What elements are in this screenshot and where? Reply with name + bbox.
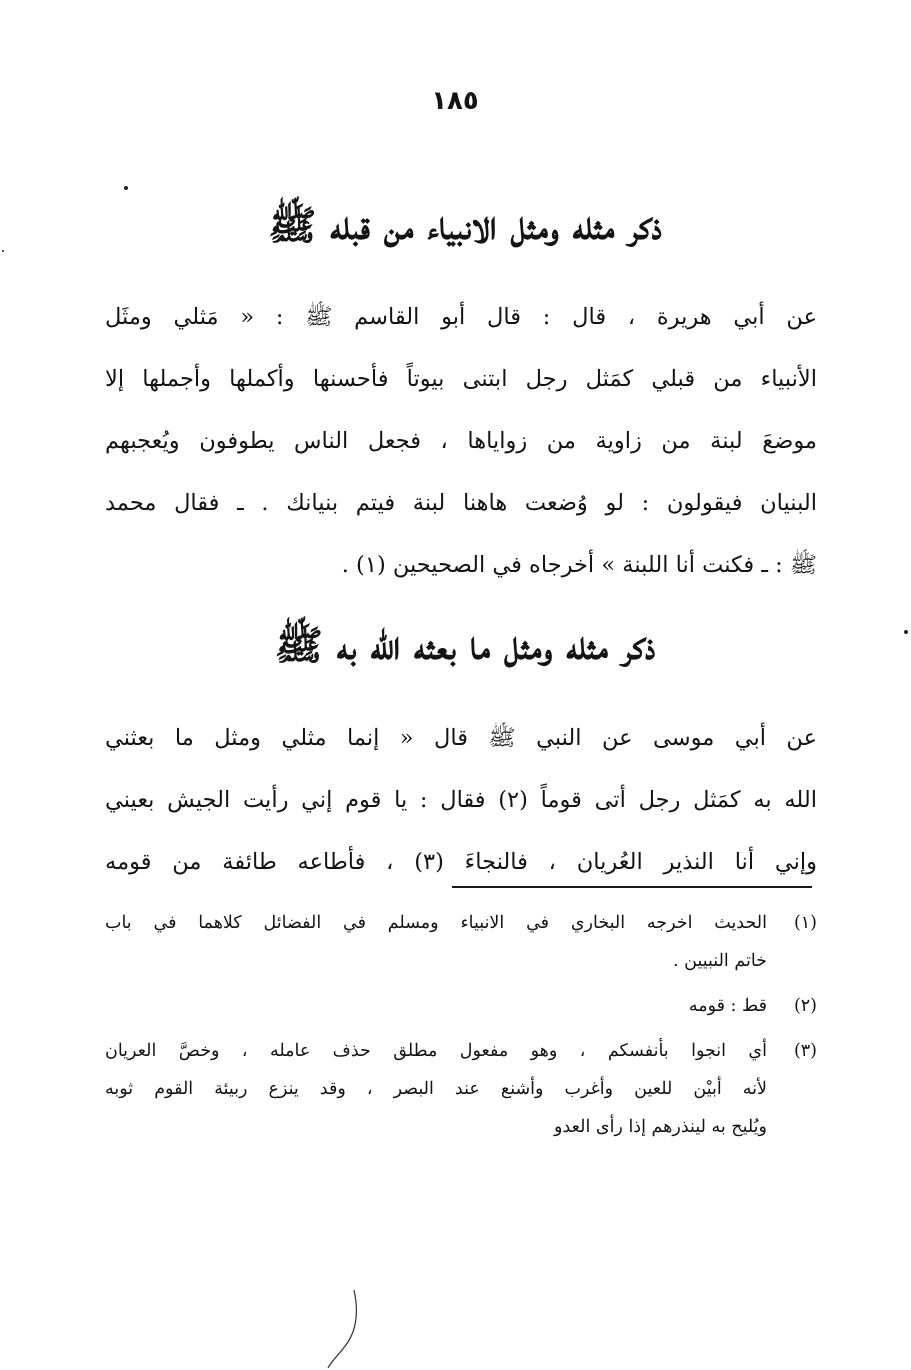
footnote-line: أي انجوا بأنفسكم ، وهو مفعول مطلق حذف عامله ، وخصَّ العريان — [105, 1041, 767, 1061]
paragraph-line: عن أبي موسى عن النبي ﷺ قال « إنما مثلي ومثل ما بعثني — [105, 725, 817, 751]
footnote-line: ويُليح به لينذرهم إذا رأى العدو — [554, 1117, 767, 1137]
footnote-number: (٣) — [793, 1041, 817, 1061]
section-2-paragraph — [105, 707, 817, 893]
footnote-number: (٢) — [793, 996, 817, 1016]
page-number: ١٨٥ — [431, 86, 479, 116]
scan-speck — [2, 250, 4, 252]
scan-speck — [124, 186, 128, 190]
footnote-line: خاتم النبيين . — [673, 951, 767, 971]
footnote-1 — [105, 904, 817, 980]
footnote-text — [105, 987, 767, 1025]
footnote-text — [105, 1032, 767, 1146]
footnote-line: قط : قومه — [688, 996, 767, 1016]
footnote-line: الحديث اخرجه البخاري في الانبياء ومسلم في الفضائل كلاهما في باب — [105, 913, 767, 933]
footnote-3 — [105, 1032, 817, 1146]
paragraph-line: الله به كمَثل رجل أتى قوماً (٢) فقال : يا قوم إني رأيت الجيش بعيني — [105, 787, 817, 813]
section-1-paragraph — [105, 286, 817, 596]
scan-speck — [904, 630, 908, 634]
footnotes — [105, 904, 817, 1153]
paragraph-line: موضعَ لبنة من زاوية من زواياها ، فجعل الناس يطوفون ويُعجبهم — [105, 428, 817, 454]
paragraph-line: عن أبي هريرة ، قال : قال أبو القاسم ﷺ : « مَثلي ومثَل — [105, 304, 817, 330]
scan-mark — [318, 1290, 378, 1370]
paragraph-line: وإني أنا النذير العُريان ، فالنجاءَ (٣) ، فأطاعه طائفة من قومه — [105, 849, 817, 875]
section-heading-2: ذكر مثله ومثل ما بعثه الله به ﷺ — [274, 622, 656, 669]
section-heading-1: ذكر مثله ومثل الانبياء من قبله ﷺ — [268, 202, 662, 249]
footnote-line: لأنه أبيْن للعين وأغرب وأشنع عند البصر ، وقد ينزع ربيئة القوم ثوبه — [105, 1079, 767, 1099]
paragraph-line: ﷺ : ـ فكنت أنا اللبنة » أخرجاه في الصحيحين (١) . — [341, 552, 817, 578]
footnote-text — [105, 904, 767, 980]
footnote-separator — [452, 886, 812, 888]
footnote-2 — [105, 987, 817, 1025]
paragraph-line: البنيان فيقولون : لو وُضعت هاهنا لبنة فيتم بنيانك . ـ فقال محمد — [105, 490, 817, 516]
footnote-number: (١) — [793, 913, 817, 933]
paragraph-line: الأنبياء من قبلي كمَثل رجل ابتنى بيوتاً فأحسنها وأكملها وأجملها إلا — [105, 366, 817, 392]
